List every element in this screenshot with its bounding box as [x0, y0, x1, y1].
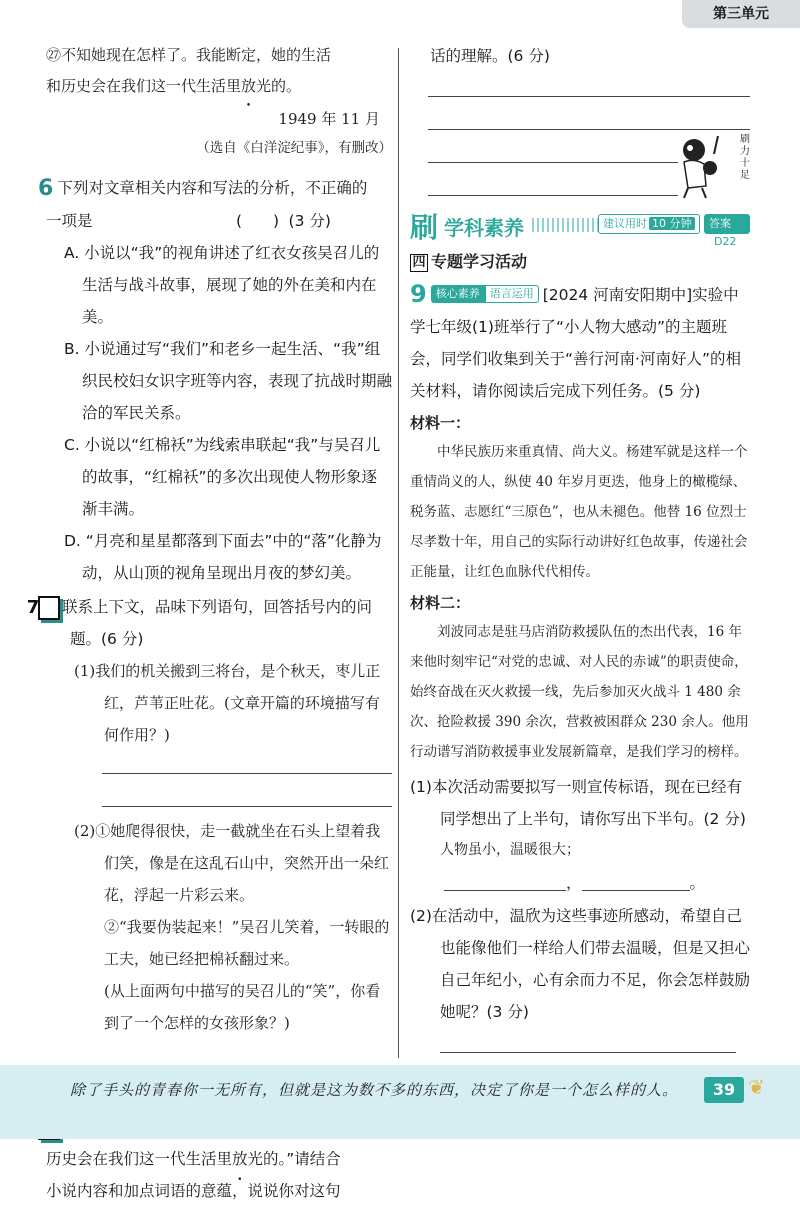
question-9	[410, 278, 750, 1086]
story-line	[46, 71, 392, 102]
q7-stem: 联系上下文，品味下列语句，回答括号内的问题。(6 分)	[62, 598, 373, 648]
q7-sub2c-text: (从上面两句中描写的吴召儿的“笑”，你看到了一个怎样的女孩形象？)	[104, 982, 381, 1032]
q7-sub1-text: (1)我们的机关搬到三将台，是个秋天，枣儿正红，芦苇正吐花。(文章开篇的环境描写有何作用？)	[74, 662, 381, 744]
text-fragment: 历史会在我们这一代生活里	[46, 1150, 233, 1168]
answer-line[interactable]	[440, 1052, 736, 1053]
story-date: 1949 年 11 月	[278, 110, 380, 128]
page-footer	[0, 1065, 800, 1139]
punctuation: 。	[689, 874, 706, 892]
answer-line[interactable]	[102, 806, 392, 807]
material-2-body: 刘波同志是驻马店消防救援队伍的杰出代表，16 年来他时刻牢记“对党的忠诚、对人民的赤诚”的职责使命，始终奋战在灭火救援一线，先后参加灭火战斗 1 480 余次、抢险救援 390 余次，营救被困群众 230 余人。他用行动谱写消防救援事业发展新篇章，是我们学习的榜样。	[410, 624, 749, 760]
q6-stem-end: 一项是	[46, 212, 93, 230]
q9-sub1-given: 人物虽小，温暖很大；	[440, 842, 580, 858]
material-1-body: 中华民族历来重真情、尚大义。杨建军就是这样一个重情尚义的人，纵使 40 年岁月更迭，他身上的橄榄绿、税务蓝、志愿红“三原色”，也从未褪色。他替 16 位烈士尽孝数十年，用自己的实际行动讲好红色故事，传递社会正能量，让红色血脉代代相传。	[410, 444, 748, 580]
q6-option-b: B. 小说通过写“我们”和老乡一起生活、“我”组织民校妇女识字班等内容，表现了抗战时期融洽的军民关系。	[64, 340, 393, 422]
brush-mascot-illustration	[676, 128, 738, 200]
mascot-caption: 刷力十足	[740, 134, 750, 181]
section-banner	[410, 204, 750, 248]
text-fragment: 光的。	[256, 77, 302, 95]
page-number: 39	[704, 1077, 744, 1103]
section-title: 专题学习活动	[431, 252, 528, 271]
section-heading	[410, 248, 750, 276]
q7-sub2-text: (2)①她爬得很快，走一截就坐在石头上望着我们笑，像是在这乱石山中，突然开出一朵红花，浮起一片彩云来。	[74, 822, 390, 904]
answer-ref[interactable]	[704, 214, 750, 248]
column-divider	[398, 48, 399, 1058]
answer-page: D22	[714, 235, 737, 248]
section-number: 四	[410, 254, 428, 272]
time-value: 10 分钟	[649, 217, 695, 230]
q6-option-a: A. 小说以“我”的视角讲述了红衣女孩吴召儿的生活与战斗故事，展现了她的外在美和内在美。	[64, 244, 380, 326]
q7-number: 7	[38, 596, 60, 620]
q7-sub2-b	[46, 911, 392, 975]
q9-number: 9	[410, 280, 427, 308]
q6-score: (3 分)	[288, 212, 331, 230]
core-literacy-tag: 核心素养	[431, 285, 485, 303]
story-para-27	[46, 40, 392, 102]
q9-sub1: (1)本次活动需要拟写一则宣传标语，现在已经有同学想出了上半句，请你写出下半句。(2 分)	[410, 778, 746, 828]
q6-stem-line	[38, 172, 392, 205]
dotted-char: 放	[232, 1150, 248, 1168]
answer-label: 答案	[709, 217, 731, 230]
footer-motto: 除了手头的青春你一无所有，但就是这为数不多的东西，决定了你是一个怎么样的人。	[70, 1081, 679, 1099]
story-line: ㉗不知她现在怎样了。我能断定，她的生活	[46, 46, 332, 64]
dotted-char: 放	[241, 77, 257, 95]
punctuation: ，	[566, 874, 582, 892]
q6-stem-line	[46, 205, 392, 237]
time-label: 建议用时	[603, 217, 647, 230]
blank-input[interactable]	[582, 873, 690, 891]
q7-sub2b-text: ②“我要伪装起来！”吴召儿笑着，一转眼的工夫，她已经把棉袄翻过来。	[104, 918, 390, 968]
text-fragment: 和历史会在我们这一代生活里	[46, 77, 242, 95]
material-2-label: 材料二：	[410, 594, 471, 612]
answer-line[interactable]	[428, 195, 678, 196]
q8-continued: 话的理解。(6 分)	[430, 47, 550, 65]
q9-sub1-answer	[410, 866, 750, 900]
q7-sub2	[46, 815, 392, 911]
q6-number: 6	[38, 176, 54, 201]
answer-bracket[interactable]: ( )	[235, 212, 280, 230]
q6-stem: 下列对文章相关内容和写法的分析，不正确的	[57, 179, 368, 197]
material-1-label: 材料一：	[410, 414, 471, 432]
q7-stem-line	[26, 591, 392, 655]
decorative-stripes	[532, 218, 600, 232]
story-source: （选自《白洋淀纪事》，有删改）	[196, 140, 392, 156]
language-use-tag: 语言运用	[485, 285, 539, 303]
answer-line[interactable]	[428, 96, 750, 97]
suggested-time	[598, 214, 700, 234]
brush-logo: 刷	[410, 211, 439, 244]
unit-tab: 第三单元	[682, 0, 800, 28]
q9-sub2: (2)在活动中，温欣为这些事迹所感动，希望自己也能像他们一样给人们带去温暖，但是又担心自己年纪小，心有余而力不足，你会怎样鼓励她呢？(3 分)	[410, 907, 751, 1021]
left-column	[26, 40, 393, 1207]
q6-option-d: D. “月亮和星星都落到下面去”中的“落”化静为动，从山顶的视角呈现出月夜的梦幻美。	[64, 532, 382, 582]
text-fragment: 光的。”请结合	[247, 1150, 341, 1168]
q7-sub1	[46, 655, 392, 751]
q6-option-c: C. 小说以“红棉袄”为线索串联起“我”与吴召儿的故事，“红棉袄”的多次出现使人物形象逐渐丰满。	[64, 436, 381, 518]
answer-line[interactable]	[428, 162, 678, 163]
q9-stem	[410, 278, 750, 407]
q8-stem-line: 小说内容和加点词语的意蕴，说说你对这句	[46, 1182, 341, 1200]
question-7	[26, 591, 392, 1099]
answer-line[interactable]	[102, 773, 392, 774]
q9-stem-text: [2024 河南安阳期中]实验中学七年级(1)班举行了“小人物大感动”的主题班会，同学们收集到关于“善行河南·河南好人”的相关材料，请你阅读后完成下列任务。(5 分)	[410, 286, 741, 400]
q7-sub2-c	[46, 975, 392, 1039]
banner-title: 学科素养	[444, 216, 524, 240]
q8-stem-line	[46, 1143, 392, 1175]
leaf-icon: ❦	[748, 1075, 765, 1099]
question-6	[38, 172, 393, 589]
blank-input[interactable]	[444, 873, 566, 891]
